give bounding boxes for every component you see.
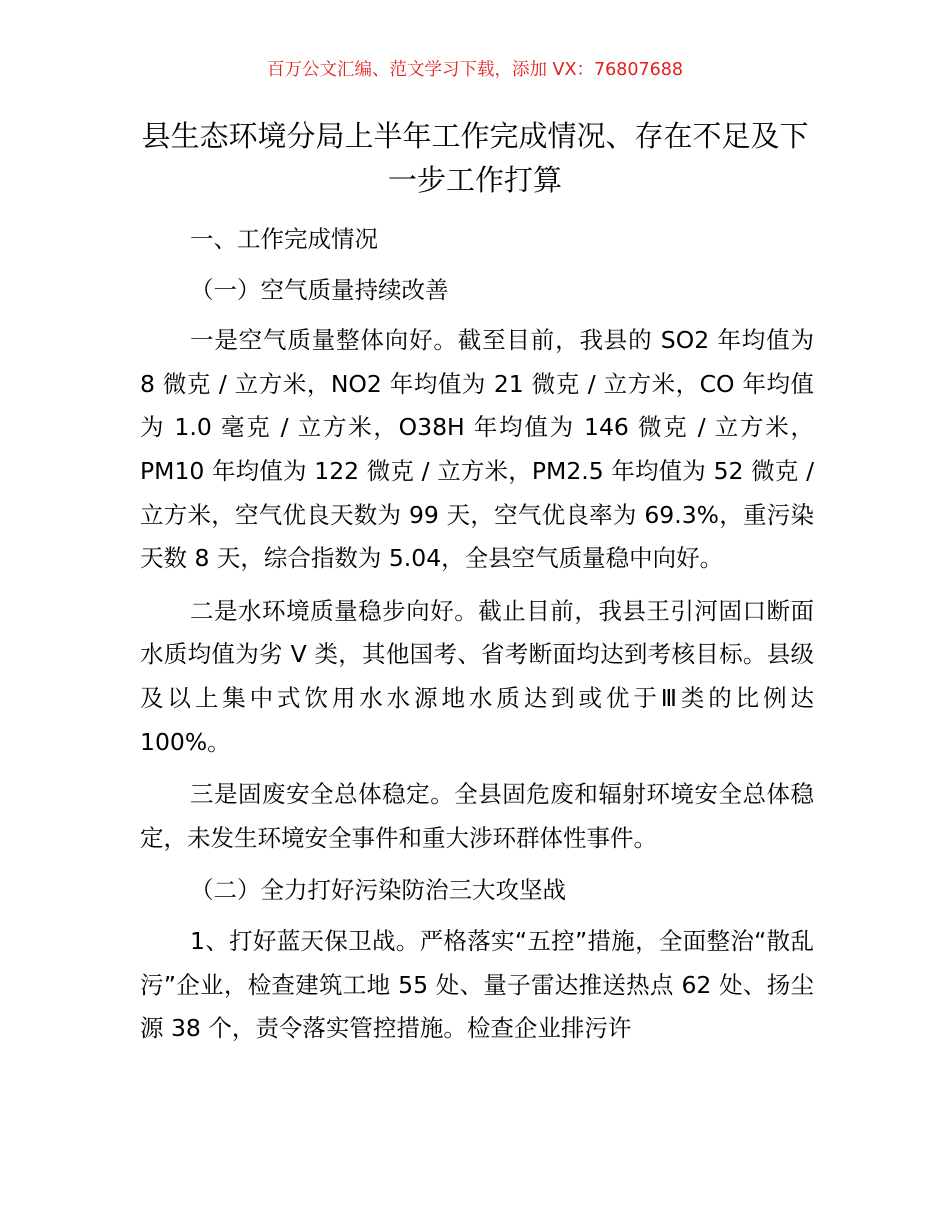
paragraph-water-quality: 二是水环境质量稳步向好。截止目前，我县王引河固口断面水质均值为劣 V 类，其他国考、省考断面均达到考核目标。县级及以上集中式饮用水水源地水质达到或优于Ⅲ类的比例达 100%。 — [140, 596, 814, 756]
paragraph-air-quality: 一是空气质量整体向好。截至目前，我县的 SO2 年均值为 8 微克 / 立方米，NO2 年均值为 21 微克 / 立方米，CO 年均值为 1.0 毫克 / 立方米，O38H 年均值为 146 微克 / 立方米，PM10 年均值为 122 微克 / 立方米，PM2.5 年均值为 52 微克 / 立方米，空气优良天数为 99 天，空气优良率为 69.3%，重污染天数 8 天，综合指数为 5.04，全县空气质量稳中向好。 — [140, 326, 814, 573]
document-body — [140, 218, 814, 1060]
promo-header: 百万公文汇编、范文学习下载，添加 VX：76807688 — [266, 60, 684, 80]
document-title: 县生态环境分局上半年工作完成情况、存在不足及下一步工作打算 — [141, 119, 809, 197]
paragraph-blue-sky: 1、打好蓝天保卫战。严格落实“五控”措施，全面整治“散乱污”企业，检查建筑工地 55 处、量子雷达推送热点 62 处、扬尘源 38 个，责令落实管控措施。检查企业排污许 — [140, 926, 814, 1043]
section-heading-1: 一、工作完成情况 — [190, 225, 378, 253]
paragraph-solid-waste: 三是固废安全总体稳定。全县固危废和辐射环境安全总体稳定，未发生环境安全事件和重大涉环群体性事件。 — [140, 780, 814, 852]
subsection-heading-2: （二）全力打好污染防治三大攻坚战 — [190, 876, 566, 905]
subsection-heading-1: （一）空气质量持续改善 — [190, 275, 449, 304]
